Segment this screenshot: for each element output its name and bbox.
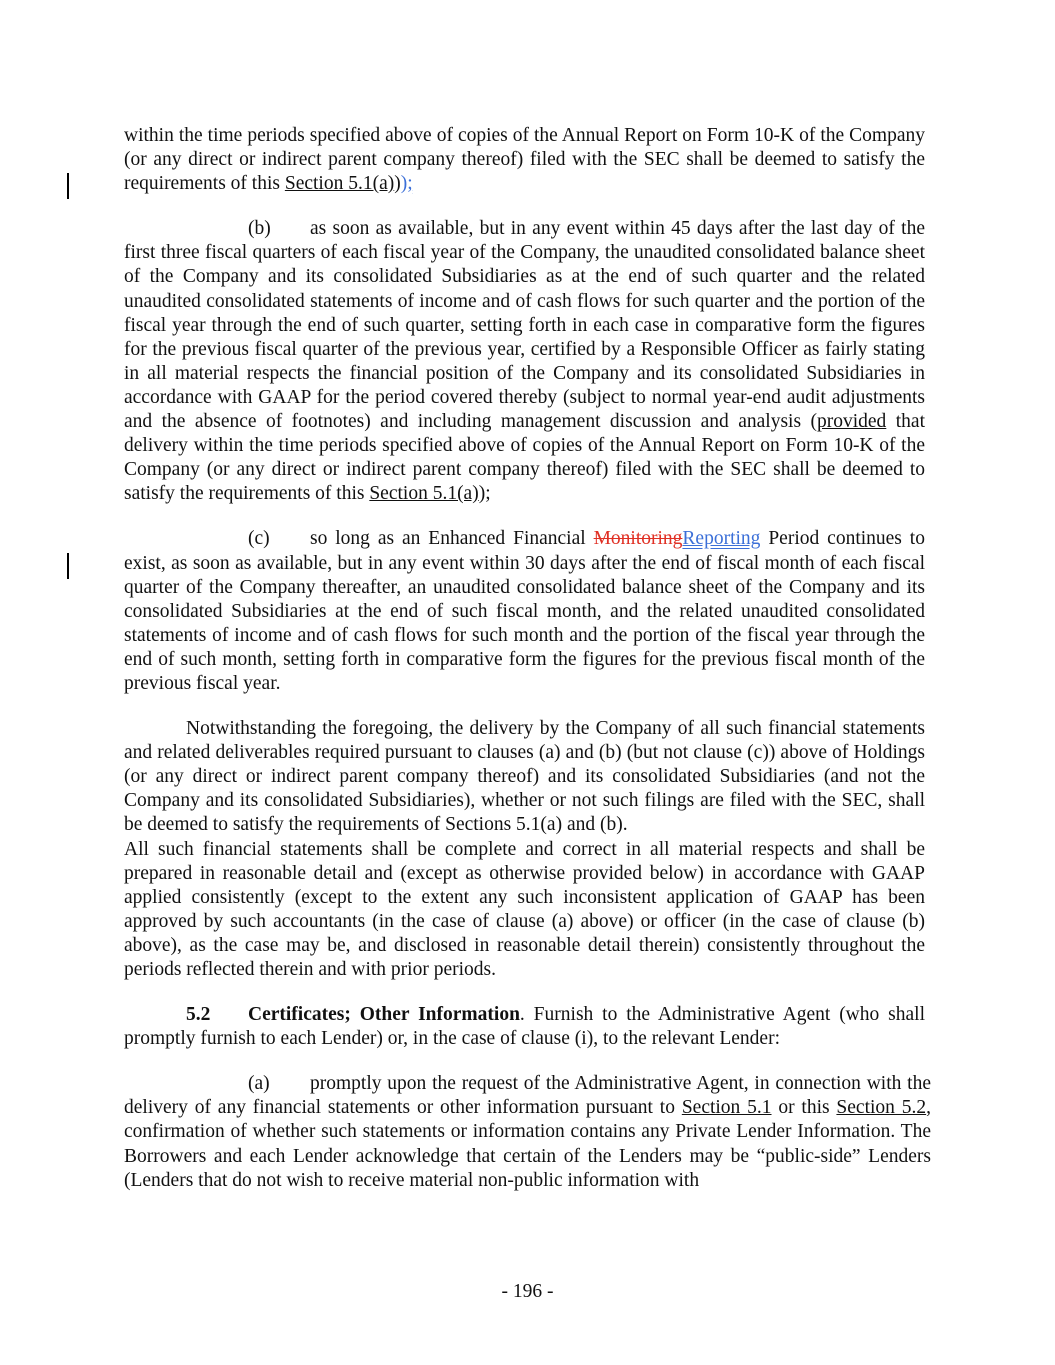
paragraph-text: or this xyxy=(771,1097,837,1119)
section-reference: Section 5.1(a) xyxy=(284,173,395,195)
paragraph-text: as soon as available, but in any event within 45 days after the last day of the first three fiscal quarters of each fiscal year of the Company, the unaudited consolidated balance sheet of the Company and its consolidated Subsidiaries as at the end of such quarter and the related unaudited consolidated statements of income and of cash flows for such quarter and the portion of the fiscal year through the end of such quarter, setting forth in each case in comparative form the figures for the previous fiscal quarter of the previous year, certified by a Responsible Officer as fairly stating in all material respects the financial position of the Company and its consolidated Subsidiaries in accordance with GAAP for the period covered thereby (subject to normal year-end audit adjustments and the absence of footnotes) and including management discussion and analysis ( xyxy=(124,218,925,433)
notwithstanding-continuation xyxy=(124,838,925,983)
paragraph-text: . Furnish to the Administrative Agent (who shall promptly furnish to each Lender) or, in the case of clause (i), to the relevant Lender: xyxy=(124,1004,925,1050)
deleted-revision: Monitoring xyxy=(593,528,683,550)
paragraph-text: within the time periods specified above of copies of the Annual Report on Form 10-K of the Company (or any direct or indirect parent company thereof) filed with the SEC shall be deemed to satisfy the requirements of this xyxy=(124,125,925,195)
paragraph-text: so long as an Enhanced Financial xyxy=(310,528,594,550)
paragraph-text: Notwithstanding the foregoing, the delivery by the Company of all such financial statements and related deliverables required pursuant to clauses (a) and (b) (but not clause (c)) above of Holdings (or any direct or indirect parent company thereof) and its consolidated Subsidiaries (and not the Company and its consolidated Subsidiaries), whether or not such filings are filed with the SEC, shall be deemed to satisfy the requirements of Sections 5.1(a) and (b). xyxy=(124,718,925,836)
section-reference: Section 5.2 xyxy=(836,1097,927,1119)
clause-5-2-a-paragraph xyxy=(124,1072,931,1192)
section-heading xyxy=(186,1004,520,1025)
inserted-revision: ); xyxy=(400,173,413,195)
change-bar xyxy=(67,173,69,199)
page-number: - 196 - xyxy=(501,1281,554,1302)
clause-label: (b) xyxy=(248,218,271,240)
continuation-paragraph xyxy=(124,124,925,196)
paragraph-text: All such financial statements shall be complete and correct in all material respects and shall be prepared in reasonable detail and (except as otherwise provided below) in accordance with GAAP applied consistently (except to the extent any such inconsistent application of GAAP has been approved by such accountants (in the case of clause (a) above) or officer (in the case of clause (b) above), as the case may be, and disclosed in reasonable detail therein) consistently throughout the periods reflected therein and with prior periods. xyxy=(124,838,925,980)
section-number: 5.2 xyxy=(186,1004,211,1026)
clause-c-paragraph xyxy=(124,527,925,696)
clause-b-paragraph xyxy=(124,217,925,506)
paragraph-text: ); xyxy=(478,483,491,505)
section-5-2-paragraph xyxy=(124,1003,925,1051)
change-bar xyxy=(67,553,69,579)
defined-term: provided xyxy=(816,411,887,433)
clause-label: (c) xyxy=(248,528,270,550)
paragraph-text: , confirmation of whether such statements or information contains any Private Lender Information. The Borrowers and each Lender acknowledge that certain of the Lenders may be “public-side” Lenders (Lenders that do not wish to receive material non-public information with xyxy=(124,1097,931,1191)
paragraph-text: Period continues to exist, as soon as available, but in any event within 30 days after the end of fiscal month of each fiscal quarter of the Company thereafter, an unaudited consolidated balance sheet of the Company and its consolidated Subsidiaries at the end of such fiscal month, and the related unaudited consolidated statements of income and of cash flows for such month and the portion of the fiscal year through the end of such month, setting forth in comparative form the figures for the previous fiscal month of the previous fiscal year. xyxy=(124,528,925,694)
notwithstanding-paragraph xyxy=(124,717,925,837)
section-reference: Section 5.1(a) xyxy=(369,483,479,505)
paragraph-text: that delivery within the time periods specified above of copies of the Annual Report on Form 10-K of the Company (or any direct or indirect parent company thereof) filed with the SEC shall be deemed to satisfy the requirements of this xyxy=(124,411,925,505)
document-page xyxy=(124,124,931,1193)
section-title: Certificates; Other Information xyxy=(248,1004,520,1026)
section-reference: Section 5.1 xyxy=(681,1097,772,1119)
paragraph-text: promptly upon the request of the Administrative Agent, in connection with the delivery of any financial statements or other information pursuant to xyxy=(124,1073,931,1119)
inserted-revision: Reporting xyxy=(682,528,761,550)
clause-label: (a) xyxy=(248,1073,270,1095)
paragraph-text: ) xyxy=(394,173,401,195)
